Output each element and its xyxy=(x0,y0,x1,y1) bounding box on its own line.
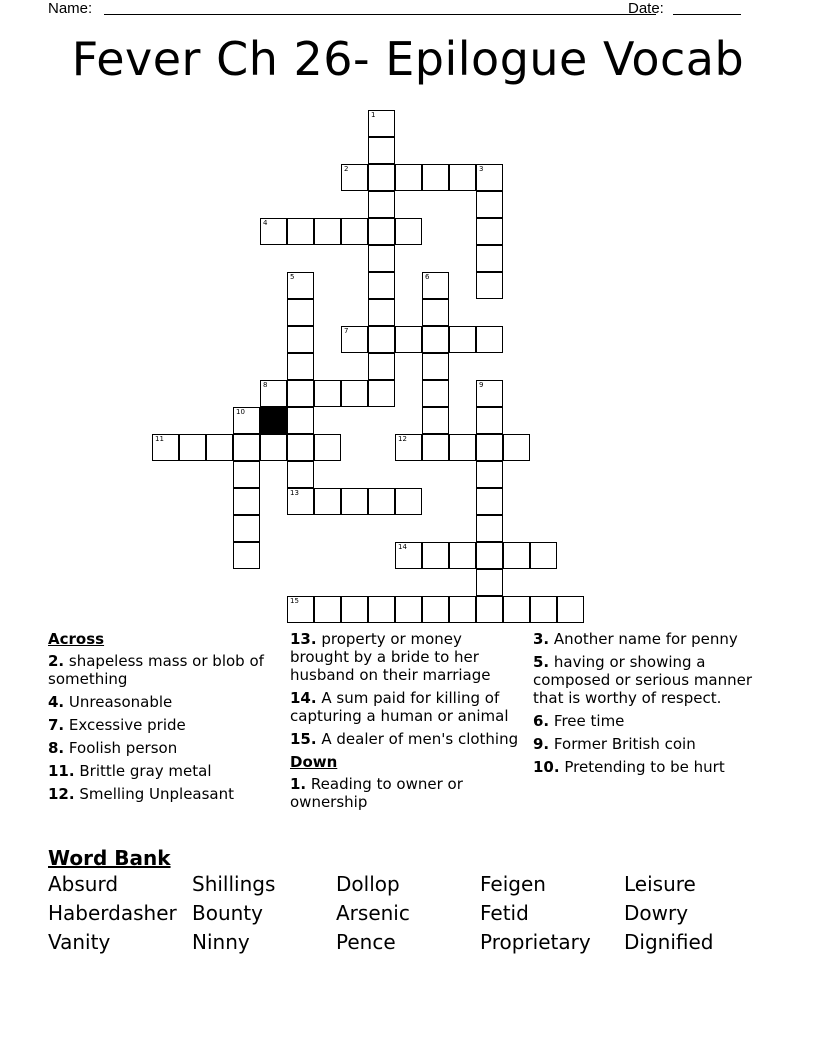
word-bank-item: Dignified xyxy=(624,930,714,954)
grid-cell[interactable] xyxy=(368,353,395,380)
clue-number: 1 xyxy=(371,111,376,119)
grid-cell[interactable] xyxy=(476,596,503,623)
grid-cell[interactable] xyxy=(233,488,260,515)
grid-cell[interactable] xyxy=(422,353,449,380)
clues-column-2 xyxy=(290,630,525,816)
grid-cell[interactable] xyxy=(368,218,395,245)
clue-number: 14 xyxy=(398,543,407,551)
clues-column-3 xyxy=(533,630,768,781)
word-bank-item: Proprietary xyxy=(480,930,591,954)
grid-cell[interactable] xyxy=(314,380,341,407)
word-bank-item: Ninny xyxy=(192,930,250,954)
grid-cell[interactable] xyxy=(233,542,260,569)
grid-cell[interactable] xyxy=(476,272,503,299)
word-bank-item: Haberdasher xyxy=(48,901,177,925)
clue-down-9: 9. Former British coin xyxy=(533,735,696,753)
clue-down-3: 3. Another name for penny xyxy=(533,630,738,648)
grid-cell[interactable] xyxy=(395,434,422,461)
grid-cell[interactable] xyxy=(368,326,395,353)
grid-cell[interactable] xyxy=(476,434,503,461)
word-bank-item: Dollop xyxy=(336,872,400,896)
grid-cell[interactable] xyxy=(341,218,368,245)
grid-cell[interactable] xyxy=(395,542,422,569)
grid-cell[interactable] xyxy=(422,542,449,569)
clue-number: 9 xyxy=(479,381,484,389)
grid-cell[interactable] xyxy=(449,596,476,623)
clue-across-11: 11. Brittle gray metal xyxy=(48,762,212,780)
grid-cell[interactable] xyxy=(368,191,395,218)
word-bank-item: Dowry xyxy=(624,901,689,925)
clue-down-10: 10. Pretending to be hurt xyxy=(533,758,725,776)
clue-across-2: 2. shapeless mass or blob of something xyxy=(48,652,264,688)
grid-cell[interactable] xyxy=(530,596,557,623)
grid-cell[interactable] xyxy=(152,434,179,461)
grid-cell[interactable] xyxy=(395,326,422,353)
page-title: Fever Ch 26- Epilogue Vocab xyxy=(71,32,745,86)
grid-cell[interactable] xyxy=(341,164,368,191)
word-bank-item: Leisure xyxy=(624,872,696,896)
clue-down-5: 5. having or showing a composed or serious manner that is worthy of respect. xyxy=(533,653,753,707)
clue-number: 5 xyxy=(290,273,295,281)
grid-cell[interactable] xyxy=(422,272,449,299)
grid-cell[interactable] xyxy=(422,434,449,461)
grid-cell[interactable] xyxy=(287,488,314,515)
grid-cell[interactable] xyxy=(476,542,503,569)
grid-cell[interactable] xyxy=(287,461,314,488)
grid-cell[interactable] xyxy=(341,596,368,623)
word-bank-item: Feigen xyxy=(480,872,546,896)
grid-cell[interactable] xyxy=(476,407,503,434)
grid-cell[interactable] xyxy=(422,596,449,623)
clue-across-14: 14. A sum paid for killing of capturing a human or animal xyxy=(290,689,509,725)
grid-cell[interactable] xyxy=(260,434,287,461)
grid-cell[interactable] xyxy=(368,245,395,272)
clue-number: 3 xyxy=(479,165,484,173)
grid-cell[interactable] xyxy=(287,434,314,461)
grid-cell[interactable] xyxy=(368,596,395,623)
clue-across-13: 13. property or money brought by a bride to her husband on their marriage xyxy=(290,630,491,684)
grid-cell[interactable] xyxy=(260,218,287,245)
grid-cell[interactable] xyxy=(179,434,206,461)
word-bank xyxy=(48,872,768,955)
grid-cell[interactable] xyxy=(476,380,503,407)
grid-cell[interactable] xyxy=(476,569,503,596)
grid-cell[interactable] xyxy=(233,461,260,488)
clues-column-1 xyxy=(48,630,273,808)
grid-cell[interactable] xyxy=(395,218,422,245)
grid-cell[interactable] xyxy=(314,488,341,515)
clue-across-8: 8. Foolish person xyxy=(48,739,178,757)
grid-cell[interactable] xyxy=(476,164,503,191)
grid-cell[interactable] xyxy=(287,407,314,434)
clue-number: 8 xyxy=(263,381,268,389)
clue-number: 4 xyxy=(263,219,268,227)
grid-cell[interactable] xyxy=(287,353,314,380)
clue-number: 12 xyxy=(398,435,407,443)
grid-cell[interactable] xyxy=(422,380,449,407)
grid-cell-black xyxy=(260,407,287,434)
grid-cell[interactable] xyxy=(287,380,314,407)
clue-down-6: 6. Free time xyxy=(533,712,625,730)
grid-cell[interactable] xyxy=(287,218,314,245)
grid-cell[interactable] xyxy=(287,299,314,326)
grid-cell[interactable] xyxy=(287,326,314,353)
clue-number: 10 xyxy=(236,408,245,416)
grid-cell[interactable] xyxy=(476,218,503,245)
grid-cell[interactable] xyxy=(368,164,395,191)
date-label: Date: xyxy=(628,0,664,17)
grid-cell[interactable] xyxy=(287,272,314,299)
word-bank-title: Word Bank xyxy=(48,846,171,870)
grid-cell[interactable] xyxy=(233,515,260,542)
clue-number: 6 xyxy=(425,273,430,281)
name-label: Name: xyxy=(48,0,93,17)
clue-across-7: 7. Excessive pride xyxy=(48,716,186,734)
grid-cell[interactable] xyxy=(341,326,368,353)
word-bank-item: Arsenic xyxy=(336,901,410,925)
grid-cell[interactable] xyxy=(341,380,368,407)
grid-cell[interactable] xyxy=(476,461,503,488)
clue-number: 2 xyxy=(344,165,349,173)
grid-cell[interactable] xyxy=(368,380,395,407)
word-bank-item: Fetid xyxy=(480,901,529,925)
grid-cell[interactable] xyxy=(503,434,530,461)
grid-cell[interactable] xyxy=(503,596,530,623)
word-bank-item: Pence xyxy=(336,930,396,954)
grid-cell[interactable] xyxy=(233,434,260,461)
word-bank-item: Absurd xyxy=(48,872,119,896)
clue-down-1: 1. Reading to owner or ownership xyxy=(290,775,463,811)
grid-cell[interactable] xyxy=(530,542,557,569)
clue-number: 15 xyxy=(290,597,299,605)
grid-cell[interactable] xyxy=(503,542,530,569)
word-bank-item: Vanity xyxy=(48,930,111,954)
grid-cell[interactable] xyxy=(287,596,314,623)
grid-cell[interactable] xyxy=(368,488,395,515)
clue-number: 11 xyxy=(155,435,164,443)
clue-number: 7 xyxy=(344,327,349,335)
down-heading: Down xyxy=(290,753,338,771)
grid-cell[interactable] xyxy=(449,164,476,191)
grid-cell[interactable] xyxy=(368,299,395,326)
grid-cell[interactable] xyxy=(449,326,476,353)
grid-cell[interactable] xyxy=(314,218,341,245)
word-bank-item: Bounty xyxy=(192,901,263,925)
grid-cell[interactable] xyxy=(476,326,503,353)
grid-cell[interactable] xyxy=(476,488,503,515)
grid-cell[interactable] xyxy=(395,164,422,191)
clue-across-4: 4. Unreasonable xyxy=(48,693,173,711)
grid-cell[interactable] xyxy=(449,542,476,569)
word-bank-item: Shillings xyxy=(192,872,276,896)
grid-cell[interactable] xyxy=(395,488,422,515)
grid-cell[interactable] xyxy=(422,326,449,353)
grid-cell[interactable] xyxy=(422,164,449,191)
grid-cell[interactable] xyxy=(422,407,449,434)
grid-cell[interactable] xyxy=(422,299,449,326)
clue-number: 13 xyxy=(290,489,299,497)
grid-cell[interactable] xyxy=(476,245,503,272)
across-heading: Across xyxy=(48,630,105,648)
grid-cell[interactable] xyxy=(395,596,422,623)
clue-across-15: 15. A dealer of men's clothing xyxy=(290,730,519,748)
grid-cell[interactable] xyxy=(557,596,584,623)
grid-cell[interactable] xyxy=(476,515,503,542)
grid-cell[interactable] xyxy=(368,272,395,299)
grid-cell[interactable] xyxy=(341,488,368,515)
grid-cell[interactable] xyxy=(314,596,341,623)
grid-cell[interactable] xyxy=(368,110,395,137)
clue-across-12: 12. Smelling Unpleasant xyxy=(48,785,235,803)
grid-cell[interactable] xyxy=(206,434,233,461)
grid-cell[interactable] xyxy=(260,380,287,407)
grid-cell[interactable] xyxy=(476,191,503,218)
grid-cell[interactable] xyxy=(368,137,395,164)
grid-cell[interactable] xyxy=(233,407,260,434)
grid-cell[interactable] xyxy=(314,434,341,461)
grid-cell[interactable] xyxy=(449,434,476,461)
